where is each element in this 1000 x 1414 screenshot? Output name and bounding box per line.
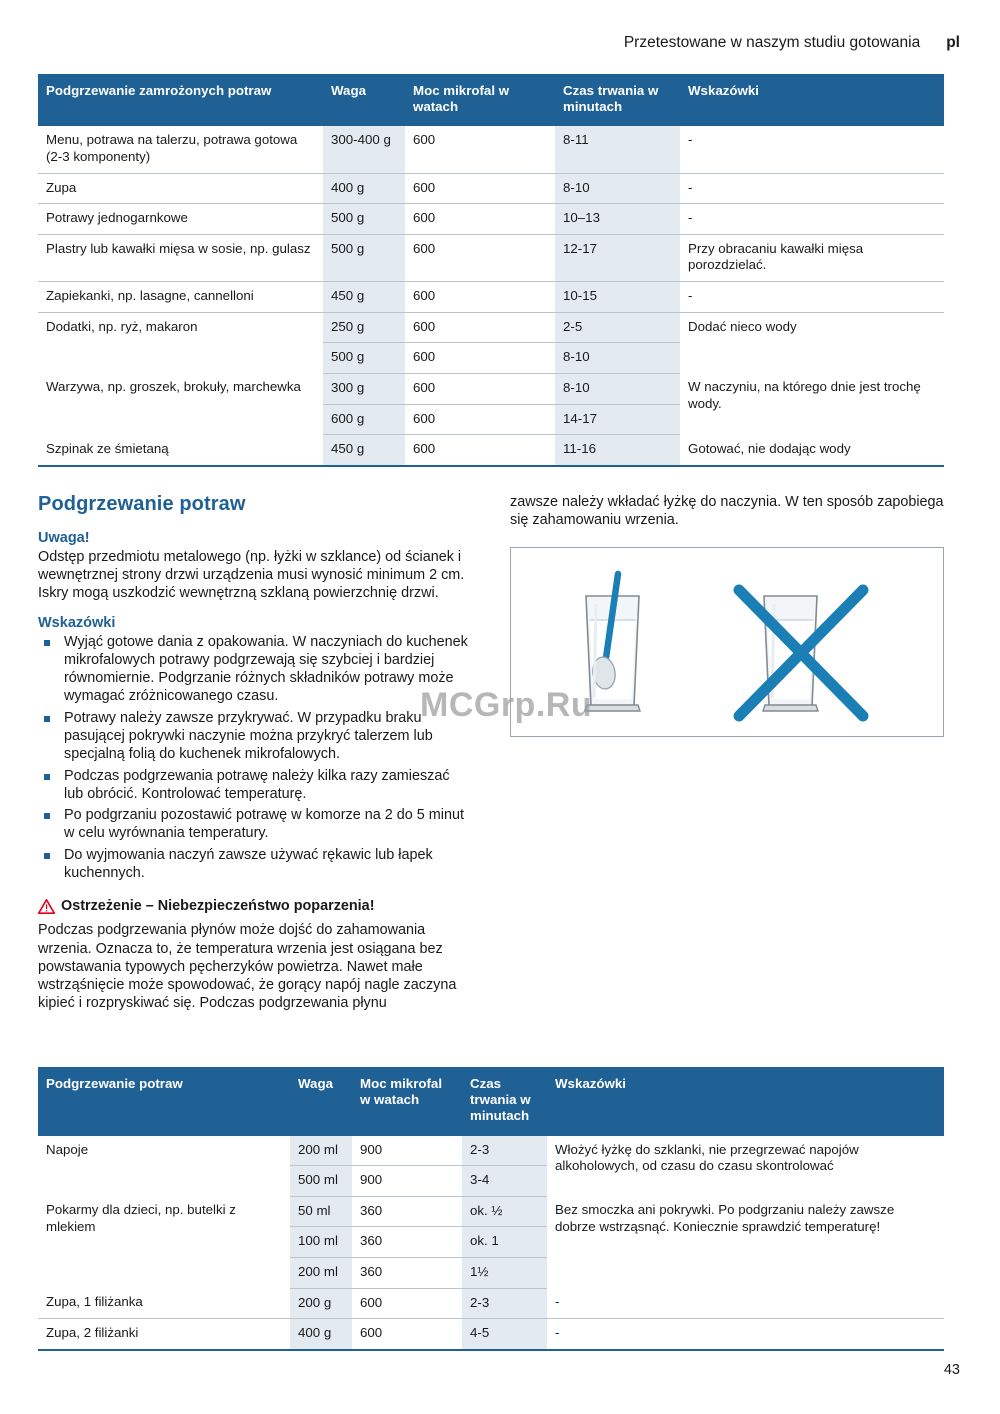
table-row xyxy=(38,373,944,404)
header-title: Przetestowane w naszym studiu gotowania xyxy=(623,34,921,51)
list-item: Wyjąć gotowe dania z opakowania. W naczyniach do kuchenek mikrofalowych potrawy podgrzewają się szybciej i bardziej równomiernie. Podgrzanie różnych składników potrawy może wymagać zróżnicowanego czasu. xyxy=(38,633,472,706)
col-header-power: Moc mikrofal w watach xyxy=(405,74,555,126)
col-header-tips: Wskazówki xyxy=(547,1067,944,1136)
table-row xyxy=(38,1196,944,1227)
tips-heading: Wskazówki xyxy=(38,614,116,631)
cell-weight: 450 g xyxy=(323,435,405,466)
col-header-duration: Czas trwania w minutach xyxy=(462,1067,547,1136)
warning-triangle-icon xyxy=(38,899,55,919)
cell-power: 600 xyxy=(405,435,555,466)
table-row xyxy=(38,204,944,235)
warning-heading-row xyxy=(38,898,472,919)
cell-duration: 1½ xyxy=(462,1258,547,1289)
cell-dish: Zupa, 1 filiżanka xyxy=(38,1288,290,1319)
cell-dish: Napoje xyxy=(38,1136,290,1197)
tips-list xyxy=(38,633,472,883)
cell-duration: 8-11 xyxy=(555,126,680,173)
left-column xyxy=(38,493,472,1025)
table-row xyxy=(38,1136,944,1166)
warning-heading: Ostrzeżenie – Niebezpieczeństwo poparzenia! xyxy=(61,898,375,915)
cell-tips: - xyxy=(680,282,944,313)
cell-dish: Menu, potrawa na talerzu, potrawa gotowa (2-3 komponenty) xyxy=(38,126,323,173)
cell-duration: 10-15 xyxy=(555,282,680,313)
illustration-spoon-in-glass xyxy=(510,547,944,737)
col-header-power: Moc mikrofal w watach xyxy=(352,1067,462,1136)
cell-weight: 200 ml xyxy=(290,1258,352,1289)
cell-duration: 8-10 xyxy=(555,343,680,374)
table-row xyxy=(38,1319,944,1350)
cell-duration: 2-3 xyxy=(462,1136,547,1166)
cell-duration: ok. ½ xyxy=(462,1196,547,1227)
cell-duration: 8-10 xyxy=(555,173,680,204)
cell-power: 600 xyxy=(405,126,555,173)
cell-duration: 2-3 xyxy=(462,1288,547,1319)
table-row xyxy=(38,435,944,466)
cell-weight: 400 g xyxy=(290,1319,352,1350)
cell-dish: Potrawy jednogarnkowe xyxy=(38,204,323,235)
cell-duration: 10–13 xyxy=(555,204,680,235)
table-row xyxy=(38,126,944,173)
table-frozen-food-heating xyxy=(38,74,944,467)
col-header-weight: Waga xyxy=(290,1067,352,1136)
cell-tips: Włożyć łyżkę do szklanki, nie przegrzewać napojów alkoholowych, od czasu do czasu skontrolować xyxy=(547,1136,944,1197)
cell-power: 600 xyxy=(405,373,555,404)
list-item: Podczas podgrzewania potrawę należy kilka razy zamieszać lub obrócić. Kontrolować temperaturę. xyxy=(38,767,472,804)
cell-weight: 600 g xyxy=(323,404,405,435)
cell-dish: Warzywa, np. groszek, brokuły, marchewka xyxy=(38,373,323,434)
cell-duration: 2-5 xyxy=(555,312,680,343)
cell-tips: Przy obracaniu kawałki mięsa porozdzielać. xyxy=(680,234,944,281)
cell-weight: 300 g xyxy=(323,373,405,404)
cell-dish: Szpinak ze śmietaną xyxy=(38,435,323,466)
table-row xyxy=(38,312,944,343)
cell-duration: 3-4 xyxy=(462,1166,547,1197)
cell-dish: Plastry lub kawałki mięsa w sosie, np. gulasz xyxy=(38,234,323,281)
list-item: Po podgrzaniu pozostawić potrawę w komorze na 2 do 5 minut w celu wyrównania temperatury. xyxy=(38,806,472,843)
cell-dish: Pokarmy dla dzieci, np. butelki z mlekiem xyxy=(38,1196,290,1288)
cell-power: 600 xyxy=(405,173,555,204)
cell-power: 600 xyxy=(352,1319,462,1350)
warning-text: Podczas podgrzewania płynów może dojść do zahamowania wrzenia. Oznacza to, że temperatura wrzenia jest osiągana bez powstawania typowych pęcherzyków powietrza. Nawet małe wstrząśnięcie może spowodować, że gorący napój nagle zaczyna kipieć i rozpryskiwać się. Podczas podgrzewania płynu xyxy=(38,922,457,1012)
table-row xyxy=(38,173,944,204)
cell-tips: Dodać nieco wody xyxy=(680,312,944,373)
cell-tips: - xyxy=(680,126,944,173)
cell-power: 600 xyxy=(405,312,555,343)
cell-weight: 450 g xyxy=(323,282,405,313)
table-row xyxy=(38,1288,944,1319)
cell-weight: 500 g xyxy=(323,204,405,235)
page-header xyxy=(38,0,962,52)
header-language-code: pl xyxy=(946,34,960,51)
cell-weight: 500 g xyxy=(323,343,405,374)
cell-dish: Zupa, 2 filiżanki xyxy=(38,1319,290,1350)
cell-weight: 200 g xyxy=(290,1288,352,1319)
col-header-tips: Wskazówki xyxy=(680,74,944,126)
right-column xyxy=(510,493,944,1025)
table-row xyxy=(38,282,944,313)
cell-duration: 11-16 xyxy=(555,435,680,466)
cell-tips: - xyxy=(547,1319,944,1350)
col-header-dish: Podgrzewanie zamrożonych potraw xyxy=(38,74,323,126)
cell-weight: 250 g xyxy=(323,312,405,343)
cell-dish: Zupa xyxy=(38,173,323,204)
cell-tips: - xyxy=(547,1288,944,1319)
cell-duration: 4-5 xyxy=(462,1319,547,1350)
table-food-heating xyxy=(38,1067,944,1351)
col-header-duration: Czas trwania w minutach xyxy=(555,74,680,126)
cell-power: 900 xyxy=(352,1136,462,1166)
cell-power: 600 xyxy=(405,234,555,281)
cell-weight: 200 ml xyxy=(290,1136,352,1166)
table-row xyxy=(38,234,944,281)
watermark: MCGrp.Ru xyxy=(420,686,593,724)
cell-dish: Zapiekanki, np. lasagne, cannelloni xyxy=(38,282,323,313)
cell-duration: 14-17 xyxy=(555,404,680,435)
notice-heading: Uwaga! xyxy=(38,529,90,546)
cell-tips: Gotować, nie dodając wody xyxy=(680,435,944,466)
cell-weight: 500 ml xyxy=(290,1166,352,1197)
list-item: Do wyjmowania naczyń zawsze używać rękawic lub łapek kuchennych. xyxy=(38,846,472,883)
cell-weight: 300-400 g xyxy=(323,126,405,173)
list-item: Potrawy należy zawsze przykrywać. W przypadku braku pasującej pokrywki naczynie można przykryć talerzem lub specjalną folią do kuchenek mikrofalowych. xyxy=(38,709,472,764)
cell-tips: W naczyniu, na którego dnie jest trochę wody. xyxy=(680,373,944,434)
cell-weight: 50 ml xyxy=(290,1196,352,1227)
cell-power: 360 xyxy=(352,1258,462,1289)
cell-power: 600 xyxy=(405,282,555,313)
cell-weight: 400 g xyxy=(323,173,405,204)
cell-power: 900 xyxy=(352,1166,462,1197)
page-title: Podgrzewanie potraw xyxy=(38,492,246,515)
cell-duration: 12-17 xyxy=(555,234,680,281)
cell-power: 600 xyxy=(405,204,555,235)
notice-text: Odstęp przedmiotu metalowego (np. łyżki w szklance) od ścianek i wewnętrznej strony drzwi urządzenia musi wynosić minimum 2 cm. Iskry mogą uszkodzić wewnętrzną szklaną powierzchnię drzwi. xyxy=(38,548,465,602)
table-header-row xyxy=(38,74,944,126)
col-header-dish: Podgrzewanie potraw xyxy=(38,1067,290,1136)
col-header-weight: Waga xyxy=(323,74,405,126)
cell-tips: - xyxy=(680,204,944,235)
cell-tips: - xyxy=(680,173,944,204)
cell-tips: Bez smoczka ani pokrywki. Po podgrzaniu należy zawsze dobrze wstrząsnąć. Koniecznie sprawdzić temperaturę! xyxy=(547,1196,944,1288)
cell-dish: Dodatki, np. ryż, makaron xyxy=(38,312,323,373)
cell-power: 600 xyxy=(352,1288,462,1319)
cell-power: 360 xyxy=(352,1196,462,1227)
cell-power: 600 xyxy=(405,404,555,435)
table-header-row xyxy=(38,1067,944,1136)
two-column-body xyxy=(38,493,962,1025)
cell-duration: ok. 1 xyxy=(462,1227,547,1258)
cell-power: 360 xyxy=(352,1227,462,1258)
page-number: 43 xyxy=(943,1362,960,1378)
warning-text-continued: zawsze należy wkładać łyżkę do naczynia. W ten sposób zapobiega się zahamowaniu wrzenia. xyxy=(510,493,944,529)
cell-power: 600 xyxy=(405,343,555,374)
cell-weight: 100 ml xyxy=(290,1227,352,1258)
cell-weight: 500 g xyxy=(323,234,405,281)
cell-duration: 8-10 xyxy=(555,373,680,404)
